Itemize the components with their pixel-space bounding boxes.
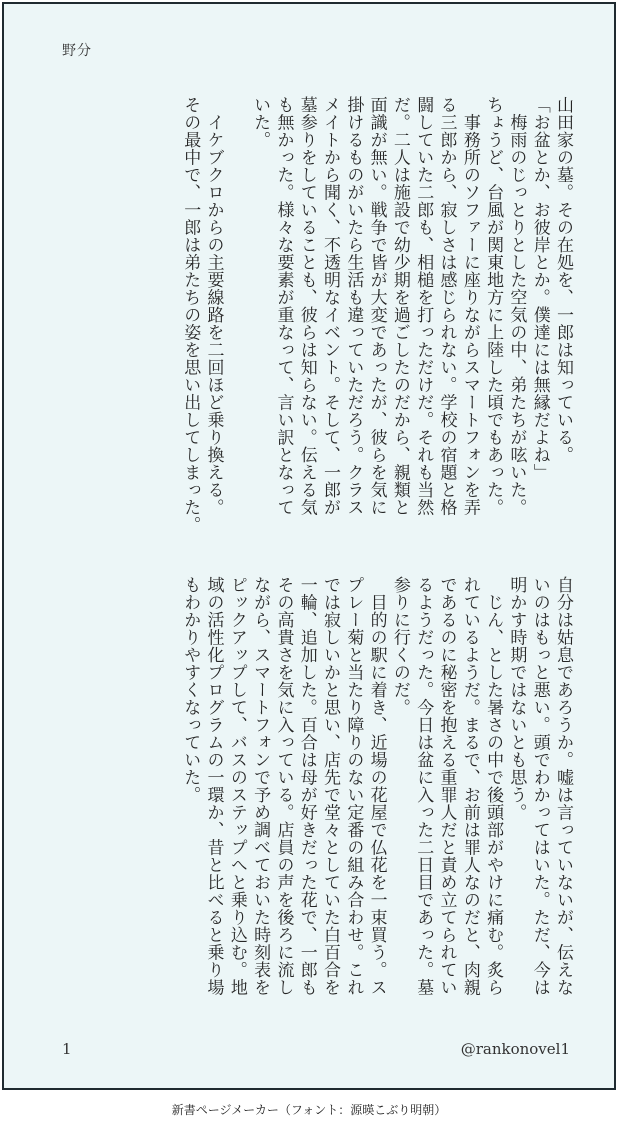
text-line: 自分は姑息であろうか。嘘は言っていないが、伝えな	[553, 576, 573, 996]
text-line: 一輪、追加した。百合は母が好きだった花で、一郎も	[296, 576, 317, 996]
text-line: 墓参りをしていることも、彼らは知らない。伝える気	[296, 96, 317, 516]
text-line: 闘していた二郎も、相槌を打っただけだ。それも当然	[413, 96, 434, 516]
text-line: その最中で、一郎は弟たちの姿を思い出してしまった。	[180, 96, 201, 534]
text-line: ながら、スマートフォンで予め調べておいた時刻表を	[250, 576, 271, 996]
text-line: 「お盆とか、お彼岸とか。僕達には無縁だよね」	[529, 96, 550, 481]
text-line: だ。二人は施設で幼少期を過ごしたのだから、親類と	[389, 96, 410, 516]
text-line: ピックアップして、バスのステップへと乗り込む。地	[226, 576, 247, 996]
generator-credit: 新書ページメーカー（フォント：源暎こぶり明朝）	[171, 1103, 447, 1117]
text-line: プレー菊と当たり障りのない定番の組み合わせ。これ	[343, 576, 364, 996]
text-line: 目的の駅に着き、近場の花屋で仏花を一束買う。ス	[366, 576, 387, 996]
text-line: るようだった。今日は盆に入った二日目であった。墓	[413, 576, 434, 996]
text-line: 参りに行くのだ。	[389, 576, 410, 716]
text-line: も無かった。様々な要素が重なって、言い訳となって	[273, 96, 294, 516]
text-line: いのはもっと悪い。頭でわかってはいた。ただ、今は	[529, 576, 550, 996]
text-line: れているようだ。まるで、お前は罪人なのだと、肉親	[459, 576, 480, 996]
text-line: 山田家の墓。その在処を、一郎は知っている。	[553, 96, 573, 464]
text-line: る三郎から、寂しさは感じられない。学校の宿題と格	[436, 96, 457, 516]
author-handle: @rankonovel1	[460, 1040, 570, 1058]
text-line: メイトから聞く、不透明なイベント。そして、一郎が	[320, 96, 341, 516]
text-line: 梅雨のじっとりとした空気の中、弟たちが呟いた。	[506, 96, 527, 516]
text-line: 明かす時期ではないとも思う。	[506, 576, 527, 821]
book-page	[2, 2, 616, 1090]
text-line: では寂しいかと思い、店先で堂々としていた白百合を	[320, 576, 341, 996]
text-line: 掛けるものがいたら生活も違っていただろう。クラス	[343, 96, 364, 516]
text-line: ちょうど、台風が関東地方に上陸した頃でもあった。	[483, 96, 504, 516]
text-line: じん、とした暑さの中で後頭部がやけに痛む。炙ら	[483, 576, 504, 996]
text-line-blank	[225, 96, 248, 536]
page-number: 1	[62, 1040, 72, 1058]
text-line: 面識が無い。戦争で皆が大変であったが、彼らを気に	[366, 96, 387, 516]
page-title: 野分	[62, 43, 92, 59]
text-line: 事務所のソファーに座りながらスマートフォンを弄	[459, 96, 480, 516]
text-block-bottom	[59, 576, 574, 1016]
text-line: もわかりやすくなっていた。	[180, 576, 201, 804]
text-block-top	[59, 96, 574, 536]
text-line: であるのに秘密を抱える重罪人だと責め立てられてい	[436, 576, 457, 996]
text-line: イケブクロからの主要線路を二回ほど乗り換える。	[203, 96, 224, 516]
text-line: その高貴さを気に入っている。店員の声を後ろに流し	[273, 576, 294, 996]
text-line: いた。	[250, 96, 271, 149]
text-line: 域の活性化プログラムの一環か、昔と比べると乗り場	[203, 576, 224, 996]
